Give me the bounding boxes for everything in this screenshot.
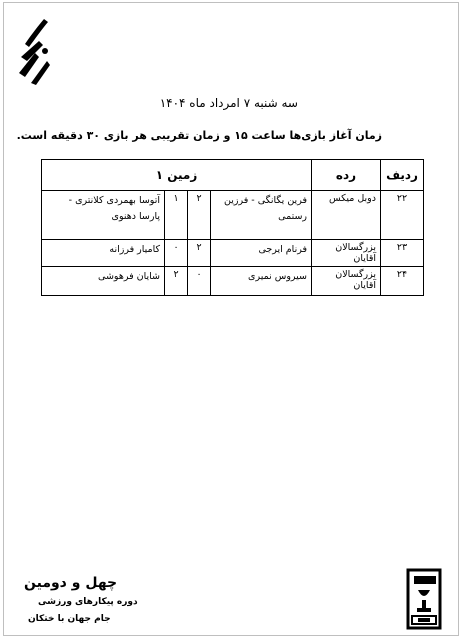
table-header-row xyxy=(42,160,424,191)
header-category: رده xyxy=(312,160,381,191)
match-table xyxy=(41,159,424,296)
team2: کامیار فرزانه xyxy=(42,240,165,267)
schedule-headline: زمان آغاز بازی‌ها ساعت ۱۵ و زمان تقریبی هر بازی ۳۰ دقیقه است. xyxy=(16,129,382,142)
row-index: ۲۴ xyxy=(381,267,424,296)
score1: ۲ xyxy=(188,240,211,267)
score2: ۰ xyxy=(165,240,188,267)
score1: ۲ xyxy=(188,191,211,240)
score2: ۱ xyxy=(165,191,188,240)
row-category: بزرگسالان آقایان xyxy=(312,267,381,296)
table-row xyxy=(42,191,424,240)
table-row xyxy=(42,240,424,267)
team1: فرنام ایرجی xyxy=(211,240,312,267)
team1: سیروس نمیری xyxy=(211,267,312,296)
team1: فرین یگانگی - فرزین رستمی xyxy=(211,191,312,240)
row-category: دوبل میکس xyxy=(312,191,381,240)
header-court: زمین ۱ xyxy=(42,160,312,191)
footer-subtitle-2: جام جهان با ختکان xyxy=(28,614,111,624)
footer-title: چهل و دومین xyxy=(24,575,118,591)
score1: ۰ xyxy=(188,267,211,296)
document-page xyxy=(3,2,459,636)
row-category: بزرگسالان آقایان xyxy=(312,240,381,267)
row-index: ۲۲ xyxy=(381,191,424,240)
date-line: سه شنبه ۷ امرداد ماه ۱۴۰۴ xyxy=(159,96,298,110)
footer-subtitle-1: دوره پیکارهای ورزشی xyxy=(38,597,138,607)
header-row-number: ردیف xyxy=(381,160,424,191)
row-index: ۲۳ xyxy=(381,240,424,267)
score2: ۲ xyxy=(165,267,188,296)
team2: آتوسا بهمردی کلانتری - پارسا دهنوی xyxy=(42,191,165,240)
table-row xyxy=(42,267,424,296)
cup-emblem-logo-icon xyxy=(406,568,442,630)
team2: شایان فرهوشی xyxy=(42,267,165,296)
badminton-player-logo-icon xyxy=(17,17,51,87)
